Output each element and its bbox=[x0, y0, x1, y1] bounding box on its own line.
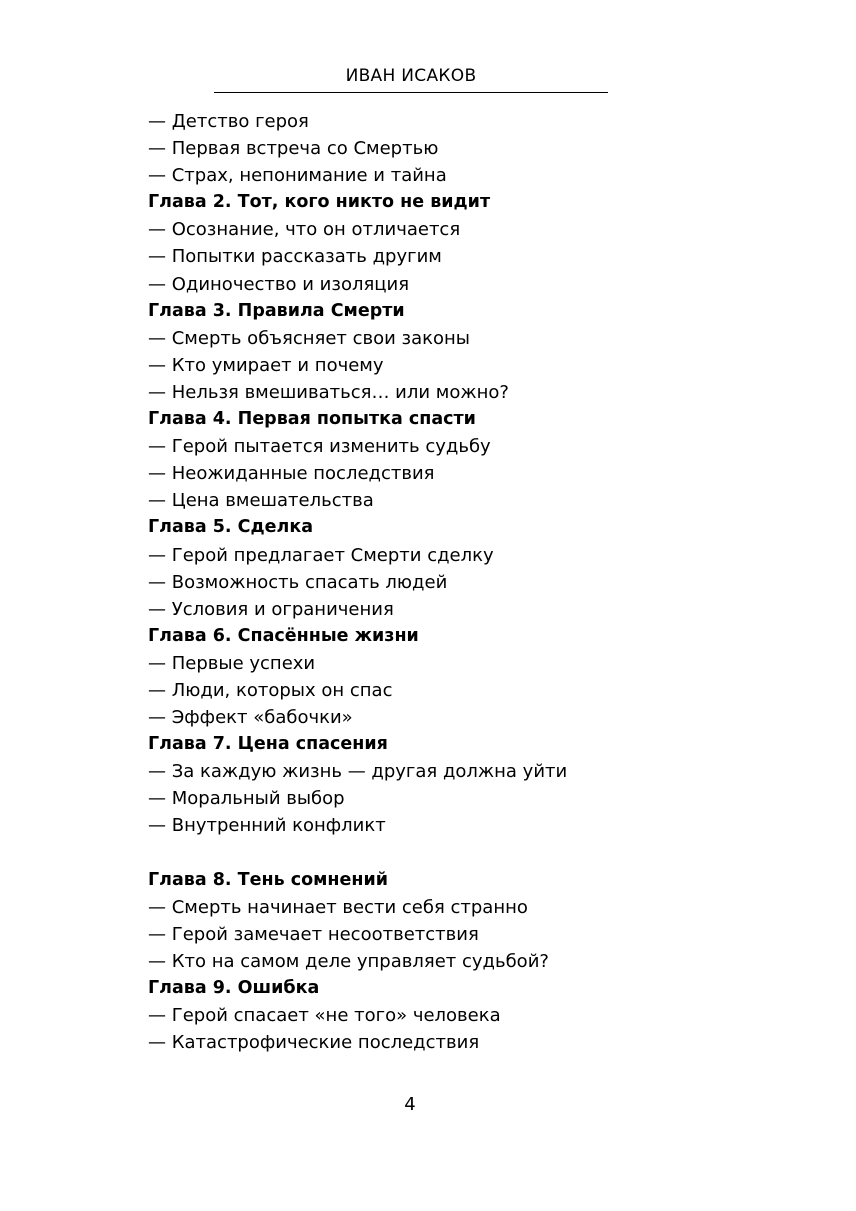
list-item: — Детство героя bbox=[148, 111, 309, 132]
list-item: — Смерть начинает вести себя странно bbox=[148, 896, 528, 918]
list-item: — Попытки рассказать другим bbox=[148, 246, 442, 268]
running-header bbox=[214, 62, 608, 93]
list-item: — Герой замечает несоответствия bbox=[148, 923, 479, 945]
list-item: — Цена вмешательства bbox=[148, 490, 374, 512]
list-item: — Моральный выбор bbox=[148, 788, 345, 810]
chapter-heading: Глава 7. Цена спасения bbox=[148, 734, 388, 755]
list-item: — Первая встреча со Смертью bbox=[148, 138, 439, 160]
list-item: — Катастрофические последствия bbox=[148, 1032, 480, 1054]
list-item: — Неожиданные последствия bbox=[148, 463, 435, 485]
list-item: — Первые успехи bbox=[148, 652, 316, 674]
chapter-heading: Глава 5. Сделка bbox=[148, 517, 314, 538]
list-item: — Одиночество и изоляция bbox=[148, 273, 410, 295]
list-item: — Смерть объясняет свои законы bbox=[148, 327, 471, 349]
list-item: — Эффект «бабочки» bbox=[148, 707, 353, 729]
list-item: — За каждую жизнь — другая должна уйти bbox=[148, 761, 568, 783]
section-spacer bbox=[148, 840, 728, 867]
chapter-heading: Глава 3. Правила Смерти bbox=[148, 300, 405, 321]
table-of-contents bbox=[148, 108, 728, 1056]
list-item: — Внутренний конфликт bbox=[148, 815, 386, 837]
list-item: — Герой спасает «не того» человека bbox=[148, 1005, 501, 1027]
chapter-heading: Глава 6. Спасённые жизни bbox=[148, 625, 419, 646]
chapter-heading: Глава 2. Тот, кого никто не видит bbox=[148, 192, 491, 213]
list-item: — Условия и ограничения bbox=[148, 598, 394, 620]
chapter-heading: Глава 8. Тень сомнений bbox=[148, 869, 389, 890]
list-item: — Возможность спасать людей bbox=[148, 571, 448, 593]
author-name: ИВАН ИСАКОВ bbox=[345, 66, 477, 86]
list-item: — Герой пытается изменить судьбу bbox=[148, 436, 491, 458]
chapter-heading: Глава 4. Первая попытка спасти bbox=[148, 409, 476, 430]
list-item: — Страх, непонимание и тайна bbox=[148, 165, 447, 187]
list-item: — Осознание, что он отличается bbox=[148, 219, 461, 241]
page-number: 4 bbox=[404, 1094, 416, 1115]
list-item: — Нельзя вмешиваться… или можно? bbox=[148, 381, 509, 403]
list-item: — Люди, которых он спас bbox=[148, 679, 393, 701]
list-item: — Кто умирает и почему bbox=[148, 354, 384, 376]
list-item: — Герой предлагает Смерти сделку bbox=[148, 544, 494, 566]
chapter-heading: Глава 9. Ошибка bbox=[148, 978, 320, 998]
list-item: — Кто на самом деле управляет судьбой? bbox=[148, 950, 549, 972]
